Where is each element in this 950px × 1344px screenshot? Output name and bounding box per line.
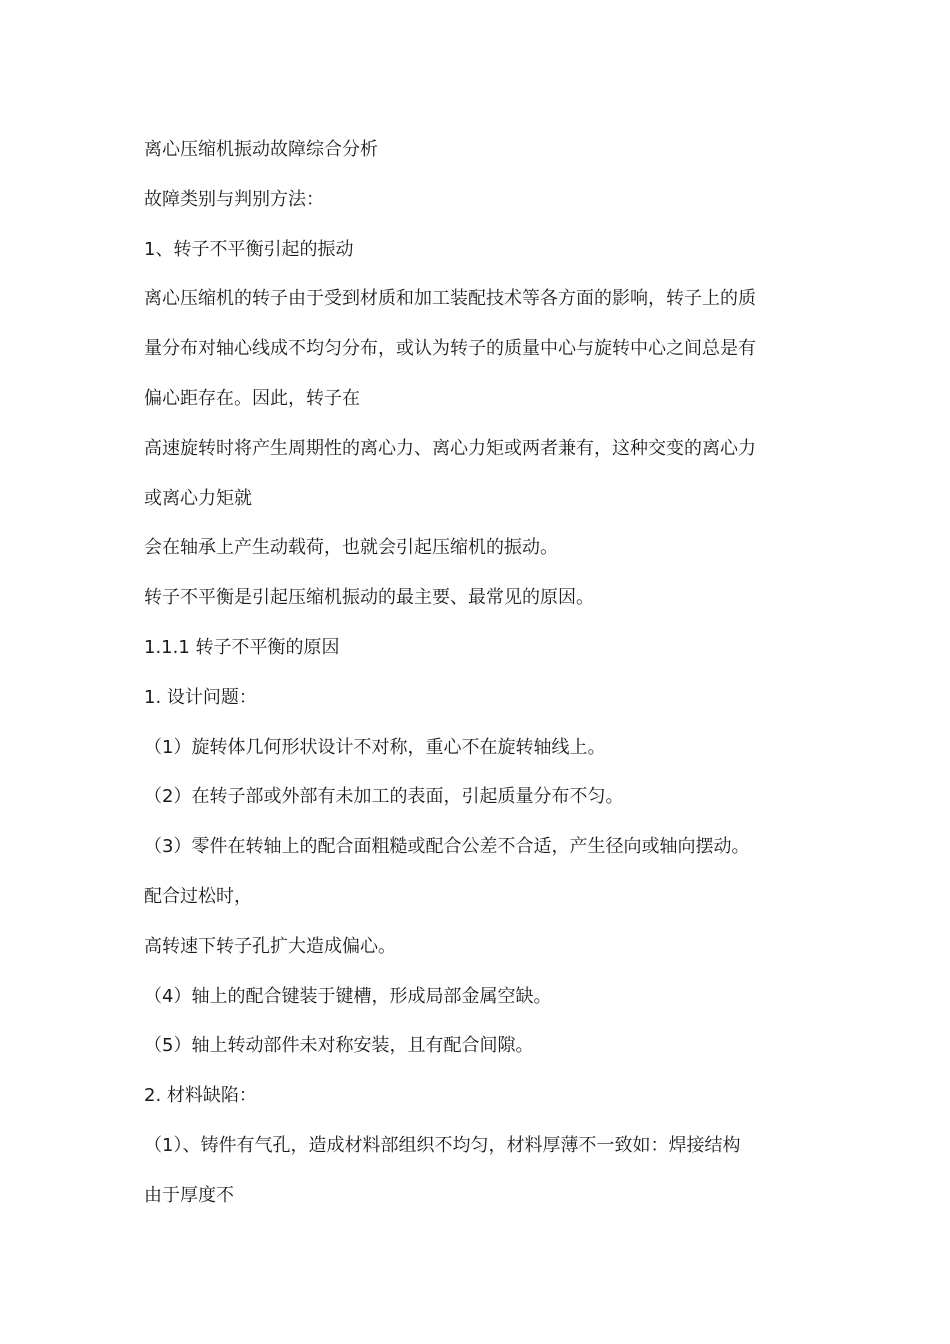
paragraph-line: 量分布对轴心线成不均匀分布，或认为转子的质量中心与旋转中心之间总是有: [144, 338, 756, 360]
document-body: [144, 125, 814, 1221]
list-item: （2）在转子部或外部有未加工的表面，引起质量分布不匀。: [144, 786, 624, 808]
paragraph-line: 转子不平衡是引起压缩机振动的最主要、最常见的原因。: [144, 587, 594, 609]
document-title: 离心压缩机振动故障综合分析: [144, 139, 378, 160]
paragraph-line: 会在轴承上产生动载荷，也就会引起压缩机的振动。: [144, 537, 558, 559]
paragraph-line: 偏心距存在。因此，转子在: [144, 387, 360, 409]
section-heading: 故障类别与判别方法：: [144, 188, 324, 210]
list-item: （1）旋转体几何形状设计不对称，重心不在旋转轴线上。: [144, 736, 606, 758]
paragraph-line: 由于厚度不: [144, 1184, 234, 1206]
list-item: （4）轴上的配合键装于键槽，形成局部金属空缺。: [144, 985, 552, 1007]
paragraph-line: 配合过松时，: [144, 885, 252, 907]
list-item: （3）零件在转轴上的配合面粗糙或配合公差不合适，产生径向或轴向摆动。: [144, 836, 750, 858]
list-heading: 2. 材料缺陷：: [144, 1085, 257, 1107]
paragraph-line: 离心压缩机的转子由于受到材质和加工装配技术等各方面的影响，转子上的质: [144, 288, 756, 310]
subsection-heading: 1、转子不平衡引起的振动: [144, 238, 354, 260]
list-heading: 1. 设计问题：: [144, 686, 257, 708]
list-item: （5）轴上转动部件未对称安装，且有配合间隙。: [144, 1035, 534, 1057]
subsection-heading: 1.1.1 转子不平衡的原因: [144, 636, 340, 658]
list-item: （1）、铸件有气孔，造成材料部组织不均匀，材料厚薄不一致如：焊接结构: [144, 1134, 741, 1156]
paragraph-line: 高速旋转时将产生周期性的离心力、离心力矩或两者兼有，这种交变的离心力: [144, 437, 756, 459]
paragraph-line: 或离心力矩就: [144, 487, 252, 509]
paragraph-line: 高转速下转子孔扩大造成偏心。: [144, 935, 396, 957]
